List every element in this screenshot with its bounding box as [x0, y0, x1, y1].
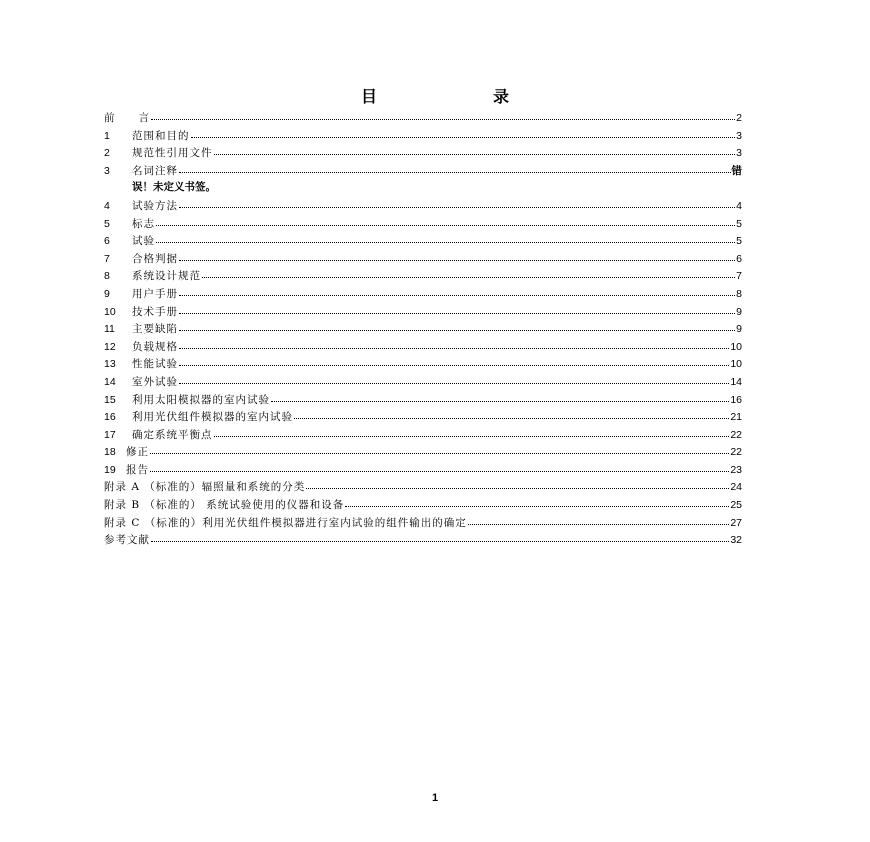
toc-entry-title: 附录 B （标准的） 系统试验使用的仪器和设备 — [104, 499, 345, 512]
toc-entry-page: 2 — [736, 112, 742, 124]
toc-entry-page: 27 — [730, 516, 742, 529]
toc-dot-leader — [156, 217, 735, 227]
toc-dot-leader — [151, 533, 729, 543]
toc-entry-page: 14 — [730, 375, 742, 388]
toc-entry[interactable] — [104, 356, 742, 374]
toc-entry-title: 参考文献 — [104, 534, 150, 547]
table-of-contents — [104, 110, 742, 550]
toc-entry-number: 4 — [104, 199, 110, 212]
toc-entry[interactable] — [104, 163, 742, 181]
toc-entry-title: 利用太阳模拟器的室内试验 — [132, 393, 270, 406]
toc-entry[interactable] — [104, 409, 742, 427]
toc-entry-title: 报告 — [126, 463, 149, 476]
toc-dot-leader — [179, 199, 735, 209]
toc-entry-title: 确定系统平衡点 — [132, 428, 213, 441]
toc-entry-number: 16 — [104, 411, 116, 424]
toc-entry-title: 试验 — [132, 235, 155, 248]
toc-entry-number: 19 — [104, 463, 116, 476]
toc-entry-page: 3 — [736, 129, 742, 142]
toc-entry-title: 利用光伏组件模拟器的室内试验 — [132, 411, 293, 424]
toc-entry-page: 25 — [730, 499, 742, 512]
toc-entry-number: 5 — [104, 217, 110, 230]
toc-entry[interactable] — [104, 145, 742, 163]
toc-entry-page: 9 — [736, 305, 742, 318]
toc-entry-title: 附录 A （标准的）辐照量和系统的分类 — [104, 481, 306, 494]
toc-entry[interactable] — [104, 198, 742, 216]
toc-entry-number: 6 — [104, 235, 110, 248]
toc-entry[interactable] — [104, 374, 742, 392]
toc-dot-leader — [179, 305, 735, 315]
toc-entry-page: 21 — [730, 411, 742, 424]
toc-dot-leader — [150, 463, 729, 473]
toc-entry-page: 4 — [736, 199, 742, 212]
toc-entry-number: 15 — [104, 393, 116, 406]
toc-entry[interactable] — [104, 532, 742, 550]
toc-dot-leader — [306, 480, 729, 490]
toc-entry-title: 标志 — [132, 217, 155, 230]
toc-dot-leader — [150, 445, 729, 455]
toc-entry-number: 8 — [104, 270, 110, 283]
toc-entry-number: 2 — [104, 147, 110, 160]
toc-entry[interactable] — [104, 233, 742, 251]
toc-entry-page: 22 — [730, 428, 742, 441]
toc-entry-page: 5 — [736, 235, 742, 248]
toc-entry-title: 前 言 — [104, 112, 150, 124]
toc-entry-number: 14 — [104, 375, 116, 388]
toc-entry-page: 3 — [736, 147, 742, 160]
toc-dot-leader — [345, 498, 729, 508]
toc-entry-title: 名词注释 — [132, 164, 178, 177]
toc-entry[interactable] — [104, 251, 742, 269]
toc-dot-leader — [179, 287, 735, 297]
toc-entry[interactable] — [104, 479, 742, 497]
toc-entry-number: 7 — [104, 252, 110, 265]
toc-entry[interactable] — [104, 444, 742, 462]
toc-entry[interactable] — [104, 286, 742, 304]
toc-entry-title: 主要缺陷 — [132, 323, 178, 336]
toc-entry[interactable] — [104, 321, 742, 339]
toc-entry[interactable] — [104, 497, 742, 515]
toc-entry-page: 10 — [730, 358, 742, 371]
toc-entry[interactable] — [104, 339, 742, 357]
toc-entry-title: 合格判据 — [132, 252, 178, 265]
toc-entry[interactable] — [104, 304, 742, 322]
toc-entry-page: 16 — [730, 393, 742, 406]
toc-entry-title: 系统设计规范 — [132, 270, 201, 283]
toc-dot-leader — [179, 164, 731, 174]
toc-entry-page: 10 — [730, 340, 742, 353]
toc-entry-page: 24 — [730, 481, 742, 494]
toc-entry[interactable] — [104, 515, 742, 533]
toc-dot-leader — [271, 393, 729, 403]
toc-dot-leader — [294, 410, 729, 420]
toc-entry-number: 3 — [104, 164, 110, 177]
toc-entry-number: 9 — [104, 287, 110, 300]
toc-entry-title: 试验方法 — [132, 199, 178, 212]
toc-entry[interactable] — [104, 268, 742, 286]
toc-dot-leader — [151, 111, 735, 121]
toc-entry-title: 修正 — [126, 446, 149, 459]
toc-entry-title: 范围和目的 — [132, 129, 190, 142]
toc-entry[interactable] — [104, 392, 742, 410]
toc-dot-leader — [179, 252, 735, 262]
toc-dot-leader — [214, 146, 736, 156]
toc-entry-page: 22 — [730, 446, 742, 459]
toc-bookmark-error: 误！未定义书签。 — [132, 181, 216, 194]
toc-entry-number: 13 — [104, 358, 116, 371]
toc-entry-number: 18 — [104, 446, 116, 459]
toc-entry-title: 性能试验 — [132, 358, 178, 371]
toc-entry-title: 用户手册 — [132, 287, 178, 300]
toc-entry-page: 6 — [736, 252, 742, 265]
toc-entry-number: 11 — [104, 323, 115, 336]
toc-entry-number: 1 — [104, 129, 110, 142]
toc-entry-page: 8 — [736, 287, 742, 300]
toc-entry-number: 10 — [104, 305, 116, 318]
toc-dot-leader — [191, 129, 736, 139]
page-title: 目 录 — [360, 87, 537, 106]
toc-dot-leader — [156, 234, 735, 244]
toc-entry-page: 23 — [730, 463, 742, 476]
toc-entry[interactable] — [104, 110, 742, 128]
toc-entry-title: 负载规格 — [132, 340, 178, 353]
toc-dot-leader — [179, 357, 729, 367]
toc-dot-leader — [468, 516, 730, 526]
toc-dot-leader — [179, 375, 729, 385]
toc-entry-page: 9 — [736, 323, 742, 336]
toc-entry-title: 规范性引用文件 — [132, 147, 213, 160]
toc-entry-page: 错 — [731, 164, 742, 177]
toc-entry-title: 技术手册 — [132, 305, 178, 318]
toc-entry-page: 7 — [736, 270, 742, 283]
toc-entry-page: 32 — [730, 534, 742, 547]
page-number: 1 — [431, 792, 439, 804]
toc-entry[interactable] — [104, 216, 742, 234]
toc-dot-leader — [179, 322, 735, 332]
toc-entry-title: 附录 C （标准的）利用光伏组件模拟器进行室内试验的组件输出的确定 — [104, 516, 467, 529]
toc-dot-leader — [214, 428, 730, 438]
toc-entry[interactable] — [104, 427, 742, 445]
toc-dot-leader — [179, 340, 729, 350]
toc-dot-leader — [202, 269, 735, 279]
toc-entry-title: 室外试验 — [132, 375, 178, 388]
toc-entry-number: 12 — [104, 340, 116, 353]
toc-entry-number: 17 — [104, 428, 116, 441]
toc-entry[interactable] — [104, 128, 742, 146]
toc-entry[interactable] — [104, 462, 742, 480]
toc-entry-page: 5 — [736, 217, 742, 230]
